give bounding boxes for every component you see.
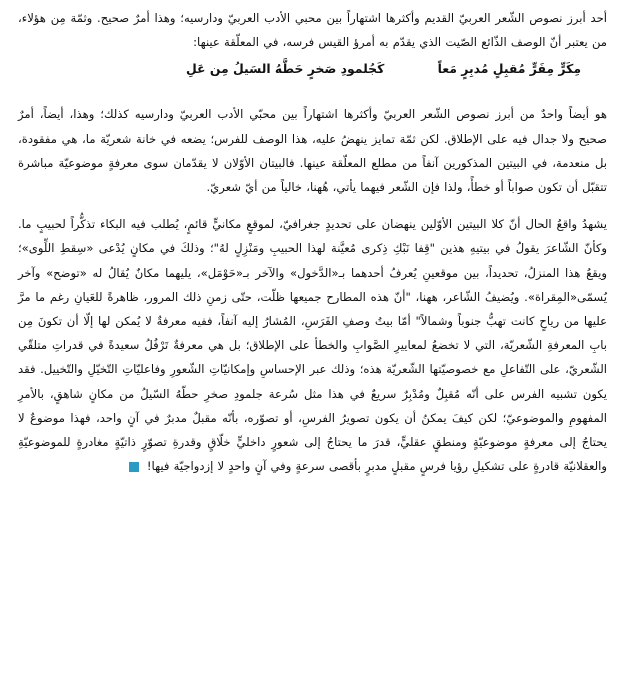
verse-hemistich-first: مِكَرٍّ مِفَرٍّ مُقبِلٍ مُدبِرٍ مَعاً — [437, 60, 581, 76]
paragraph-intro: أحد أبرز نصوص الشّعر العربيّ القديم وأكثرها اشتهاراً بين محبي الأدب العربيّ ودارسيه؛ وهذا أمرٌ صحيح. وثمّة مِن هؤلاء، من يعتبر أنّ الوصف الذّائع الصّيت الذي يقدّم به أمرؤ القيس فرسه، في المعلّقة عينها: — [18, 11, 607, 50]
paragraph-third-text: يشهدُ واقعُ الحال أنّ كلا البيتين الأوّلين ينهضان على تحديدٍ جغرافيّ، لموقعٍ مكانيٍّ قائمٍ، يُطلب فيه البكاء تذكُّراً لحبيبٍ ما. وكأنّ الشّاعرَ يقولُ في بيتيهِ هذين "قِفا نَبْكِ ذِكرى مُعيَّنة لهذا الحبيبِ ومَنْزِلٍ لهُ"؛ وذلكَ في مكانٍ يُدْعى «سِقطِ اللِّوى»؛ ويقعُ هذا المنزلُ، تحديداً، بين موقعينِ يُعرفُ أحدهما بـ«الدَّخول» والآخر بـ«حَوْمَل»، يليهما مكانٌ يُقالُ له «توضح» وآخر يُسمّى«المِقراة». ويُضيفُ الشّاعر، ههنا، "أنّ هذه المطارح جميعها ظلّت، حتّى زمنِ ذلك المرور، ظاهرةً للعَيانِ رغم ما مرَّ عليها من رياحٍ كانت تهبُّ جنوباً وشمالاً" أمّا بيتُ وصفِ الفَرَسِ، المُشارُ إليه آنفاً، ففيه معرفةٌ لا يُمكن لها إلّا أن تكونَ مِن بابِ المعرفةِ الشّعريّة، التي لا تخضعُ لمعاييرِ الصَّوابِ والخطأ على الإطلاق؛ بل هي معرفةٌ تَرْفُلُ سعيدةً في قدراتِ متلقّي الشّعريّ، على التّفاعلِ مع خصوصيّتها الشّعريّة هذه؛ وذلك عبر الإحساسِ وإمكانيّاتِ الشّعورِ وفاعليّاتِ التّخيّلِ والتّخييل. فقد يكون تشبيه الفرس على أنّه مُقبِلٌ ومُدْبِرٌ سريعٌ في هذا مثل سُرعة جلمودِ صخرِ حطّهُ السّيلُ من مكانٍ شاهقٍ، بالأمرِ المفهومِ والموضوعيّ؛ لكن كيفَ يمكنُ أن يكون تصويرُ الفرسِ، أو تصوّره، بأنّه مقبلٌ مدبرٌ في آنٍ واحد، فهذا موضوعٌ لا يحتاجُ إلى معرفةٍ موضوعيّةٍ ومنطقٍ عقليٍّ، قدرَ ما يحتاجُ إلى شعورٍ داخليٍّ خلّاقٍ وقدرةِ تصوّرٍ ذاتيّةٍ مغادرةٍ للموضوعيّةِ والعقلانيّة قادرةٍ على تشكيلِ رؤيا فرسٍ مقبلٍ مدبرٍ بأقصى سرعةٍ وفي آنٍ واحدٍ لا إزدواجيّة فيها! — [18, 217, 607, 474]
poem-verse — [18, 56, 607, 80]
verse-hemistich-second: كَجُلمودِ صَخرٍ حَطَّهُ السَيلُ مِن عَلِ — [186, 60, 385, 76]
square-end-mark-icon — [129, 462, 139, 472]
paragraph-third — [18, 212, 607, 478]
paragraph-second: هو أيضاً واحدٌ من أبرز نصوص الشّعر العربيّ وأكثرها اشتهاراً بين محبّي الأدب العربيّ ودارسيه كذلك؛ وهذا، أيضاً، أمرٌ صحيح ولا جدال فيه على الإطلاق. لكن ثمّة تمايز ينهضُ عليه، هذا الوصف للفرس؛ يضعه في خانة شعريّة ما، هي مفقودة، بل منعدمة، في البيتين المذكورين آنفاً من مطلع المعلّقة عينها. فالبيتان الأوّلان لا يقدّمان سوى معرفةٍ موضوعيّة مباشرة تتقبّل أن تكون صواباً أو خطأً، ولذا فإن الشّعر فيهما يأتي، هُهنا، خالياً من أيّ شعريّ. — [18, 107, 607, 195]
